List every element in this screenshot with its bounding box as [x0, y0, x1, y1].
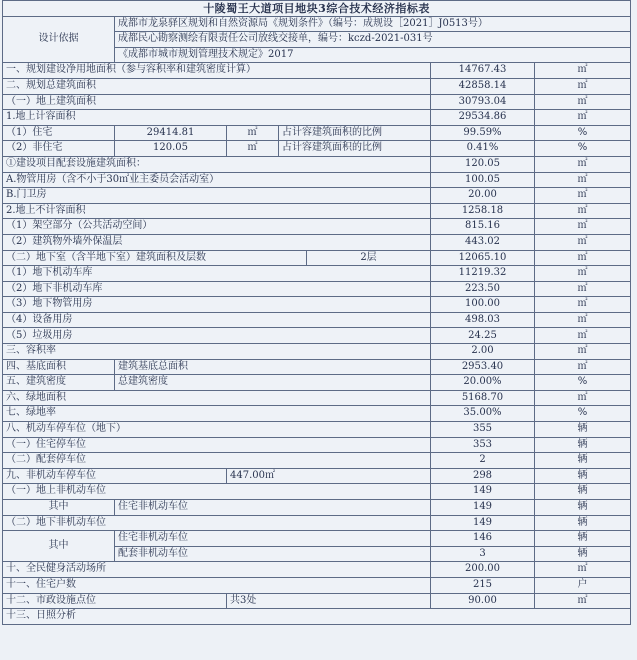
- row-label: 七、绿地率: [3, 406, 431, 422]
- row-unit: %: [535, 375, 631, 391]
- table-row: [3, 297, 631, 313]
- basis-label: 设计依据: [3, 16, 115, 63]
- row-value: 2: [431, 453, 535, 469]
- row-label: （2）非住宅: [3, 141, 115, 157]
- row-unit: 辆: [535, 515, 631, 531]
- row-label: （一）住宅停车位: [3, 437, 431, 453]
- row-value: 2953.40: [431, 359, 535, 375]
- row-value: 149: [431, 500, 535, 516]
- row-label: 二、规划总建筑面积: [3, 78, 431, 94]
- basis-line: 成都市龙泉驿区规划和自然资源局《规划条件》（编号：成规设［2021］J0513号）: [115, 16, 631, 32]
- row-value: 146: [431, 531, 535, 547]
- row-value: 2.00: [431, 344, 535, 360]
- row-label: 五、建筑密度: [3, 375, 115, 391]
- table-row: [3, 406, 631, 422]
- row-value: 35.00%: [431, 406, 535, 422]
- row-label: （1）架空部分（公共活动空间）: [3, 219, 431, 235]
- table-row: [3, 577, 631, 593]
- table-row: [3, 437, 631, 453]
- row-label: 1.地上计容面积: [3, 110, 431, 126]
- row-unit: ㎡: [535, 297, 631, 313]
- row-value: 215: [431, 577, 535, 593]
- row-label: （二）地下非机动车位: [3, 515, 431, 531]
- row-unit: ㎡: [535, 188, 631, 204]
- row-label: （3）地下物管用房: [3, 297, 431, 313]
- row-label: 六、绿地面积: [3, 390, 431, 406]
- basis-line: 成都民心勘察测绘有限责任公司放线交接单，编号：kczd-2021-031号: [115, 32, 631, 48]
- row-unit: %: [535, 141, 631, 157]
- row-unit: ㎡: [535, 390, 631, 406]
- row-value: 14767.43: [431, 63, 535, 79]
- row-label: A.物管用房（含不小于30㎡业主委员会活动室）: [3, 172, 431, 188]
- row-label: 三、容积率: [3, 344, 431, 360]
- table-row: [3, 468, 631, 484]
- row-value: 100.05: [431, 172, 535, 188]
- row-unit: ㎡: [535, 266, 631, 282]
- row-label: （二）配套停车位: [3, 453, 431, 469]
- row-unit: ㎡: [535, 63, 631, 79]
- row-value: 99.59%: [431, 125, 535, 141]
- row-label: （1）住宅: [3, 125, 115, 141]
- row-sub-value: 120.05: [115, 141, 227, 157]
- row-unit: ㎡: [535, 562, 631, 578]
- table-row: [3, 390, 631, 406]
- table-row: [3, 593, 631, 609]
- row-unit: 辆: [535, 500, 631, 516]
- row-value: 90.00: [431, 593, 535, 609]
- row-unit: ㎡: [535, 94, 631, 110]
- row-unit: ㎡: [535, 344, 631, 360]
- row-label: 2.地上不计容面积: [3, 203, 431, 219]
- row-label: （2）建筑物外墙外保温层: [3, 234, 431, 250]
- row-sub-unit: ㎡: [227, 141, 279, 157]
- title-row: [3, 1, 631, 17]
- row-value: 355: [431, 422, 535, 438]
- row-mid: 总建筑密度: [115, 375, 431, 391]
- row-value: 443.02: [431, 234, 535, 250]
- row-label: B.门卫房: [3, 188, 431, 204]
- row-unit: ㎡: [535, 156, 631, 172]
- row-label: （二）地下室（含半地下室）建筑面积及层数: [3, 250, 307, 266]
- table-row: [3, 219, 631, 235]
- row-label: ①建设项目配套设施建筑面积：: [3, 156, 431, 172]
- row-value: 11219.32: [431, 266, 535, 282]
- row-value: 298: [431, 468, 535, 484]
- row-unit: 辆: [535, 437, 631, 453]
- row-note: 2层: [307, 250, 431, 266]
- row-label: 八、机动车停车位（地下）: [3, 422, 431, 438]
- row-mid: 配套非机动车位: [115, 546, 431, 562]
- row-value: 0.41%: [431, 141, 535, 157]
- row-label: （4）设备用房: [3, 312, 431, 328]
- table-row: [3, 328, 631, 344]
- row-unit: ㎡: [535, 250, 631, 266]
- tech-index-table: [2, 0, 631, 625]
- table-row: [3, 94, 631, 110]
- row-unit: ㎡: [535, 281, 631, 297]
- row-value: 5168.70: [431, 390, 535, 406]
- table-title: 十陵蜀王大道项目地块3综合技术经济指标表: [3, 1, 631, 17]
- row-value: 42858.14: [431, 78, 535, 94]
- table-row: [3, 344, 631, 360]
- row-value: 3: [431, 546, 535, 562]
- row-unit: 辆: [535, 422, 631, 438]
- row-label: 一、规划建设净用地面积（参与容积率和建筑密度计算）: [3, 63, 431, 79]
- row-label: （1）地下机动车库: [3, 266, 431, 282]
- basis-line: 《成都市城市规划管理技术规定》2017: [115, 47, 631, 63]
- row-unit: ㎡: [535, 110, 631, 126]
- row-unit: ㎡: [535, 359, 631, 375]
- row-unit: 辆: [535, 468, 631, 484]
- row-value: 29534.86: [431, 110, 535, 126]
- row-sub-value: 29414.81: [115, 125, 227, 141]
- table-row: [3, 562, 631, 578]
- row-sub-label: 占计容建筑面积的比例: [279, 125, 431, 141]
- row-unit: ㎡: [535, 593, 631, 609]
- group-label: 其中: [3, 531, 115, 562]
- row-unit: 户: [535, 577, 631, 593]
- table-row: [3, 531, 631, 547]
- row-label: （一）地上非机动车位: [3, 484, 431, 500]
- row-unit: 辆: [535, 484, 631, 500]
- row-mid: 共3处: [227, 593, 431, 609]
- table-row: [3, 203, 631, 219]
- table-row: [3, 375, 631, 391]
- row-value: 1258.18: [431, 203, 535, 219]
- row-unit: ㎡: [535, 172, 631, 188]
- table-row: [3, 234, 631, 250]
- row-unit: ㎡: [535, 328, 631, 344]
- row-label: 十三、日照分析: [3, 609, 631, 625]
- row-unit: 辆: [535, 546, 631, 562]
- table-row: [3, 250, 631, 266]
- table-row: [3, 453, 631, 469]
- table-row: [3, 141, 631, 157]
- table-row: [3, 281, 631, 297]
- table-row: [3, 63, 631, 79]
- row-value: 20.00: [431, 188, 535, 204]
- row-mid: 住宅非机动车位: [115, 500, 431, 516]
- row-unit: ㎡: [535, 219, 631, 235]
- table-row: [3, 359, 631, 375]
- row-label: 四、基底面积: [3, 359, 115, 375]
- row-unit: ㎡: [535, 203, 631, 219]
- row-label: 十二、市政设施点位: [3, 593, 227, 609]
- row-unit: ㎡: [535, 312, 631, 328]
- row-label: （一）地上建筑面积: [3, 94, 431, 110]
- row-value: 200.00: [431, 562, 535, 578]
- row-value: 12065.10: [431, 250, 535, 266]
- row-label: （5）垃圾用房: [3, 328, 431, 344]
- row-unit: %: [535, 125, 631, 141]
- row-value: 149: [431, 484, 535, 500]
- row-value: 353: [431, 437, 535, 453]
- row-unit: ㎡: [535, 78, 631, 94]
- table-row: [3, 172, 631, 188]
- row-unit: 辆: [535, 531, 631, 547]
- row-label: 十、全民健身活动场所: [3, 562, 431, 578]
- table-row: [3, 125, 631, 141]
- row-value: 498.03: [431, 312, 535, 328]
- row-value: 100.00: [431, 297, 535, 313]
- row-unit: %: [535, 406, 631, 422]
- row-value: 120.05: [431, 156, 535, 172]
- table-row: [3, 422, 631, 438]
- row-mid: 建筑基底总面积: [115, 359, 431, 375]
- row-value: 24.25: [431, 328, 535, 344]
- row-unit: 辆: [535, 453, 631, 469]
- group-label: 其中: [3, 500, 115, 516]
- row-label: 九、非机动车停车位: [3, 468, 227, 484]
- table-row: [3, 156, 631, 172]
- table-row: [3, 484, 631, 500]
- table-row: [3, 78, 631, 94]
- table-row: [3, 110, 631, 126]
- row-unit: ㎡: [535, 234, 631, 250]
- row-value: 149: [431, 515, 535, 531]
- row-value: 30793.04: [431, 94, 535, 110]
- row-sub-label: 占计容建筑面积的比例: [279, 141, 431, 157]
- table-row: [3, 188, 631, 204]
- row-value: 223.50: [431, 281, 535, 297]
- row-value: 815.16: [431, 219, 535, 235]
- row-sub-unit: ㎡: [227, 125, 279, 141]
- table-row: [3, 515, 631, 531]
- basis-row-1: [3, 16, 631, 32]
- row-value: 20.00%: [431, 375, 535, 391]
- table-row: [3, 266, 631, 282]
- table-row: [3, 500, 631, 516]
- row-label: （2）地下非机动车库: [3, 281, 431, 297]
- table-row: [3, 312, 631, 328]
- table-row: [3, 609, 631, 625]
- row-label: 十一、住宅户数: [3, 577, 431, 593]
- row-mid: 住宅非机动车位: [115, 531, 431, 547]
- row-mid: 447.00㎡: [227, 468, 431, 484]
